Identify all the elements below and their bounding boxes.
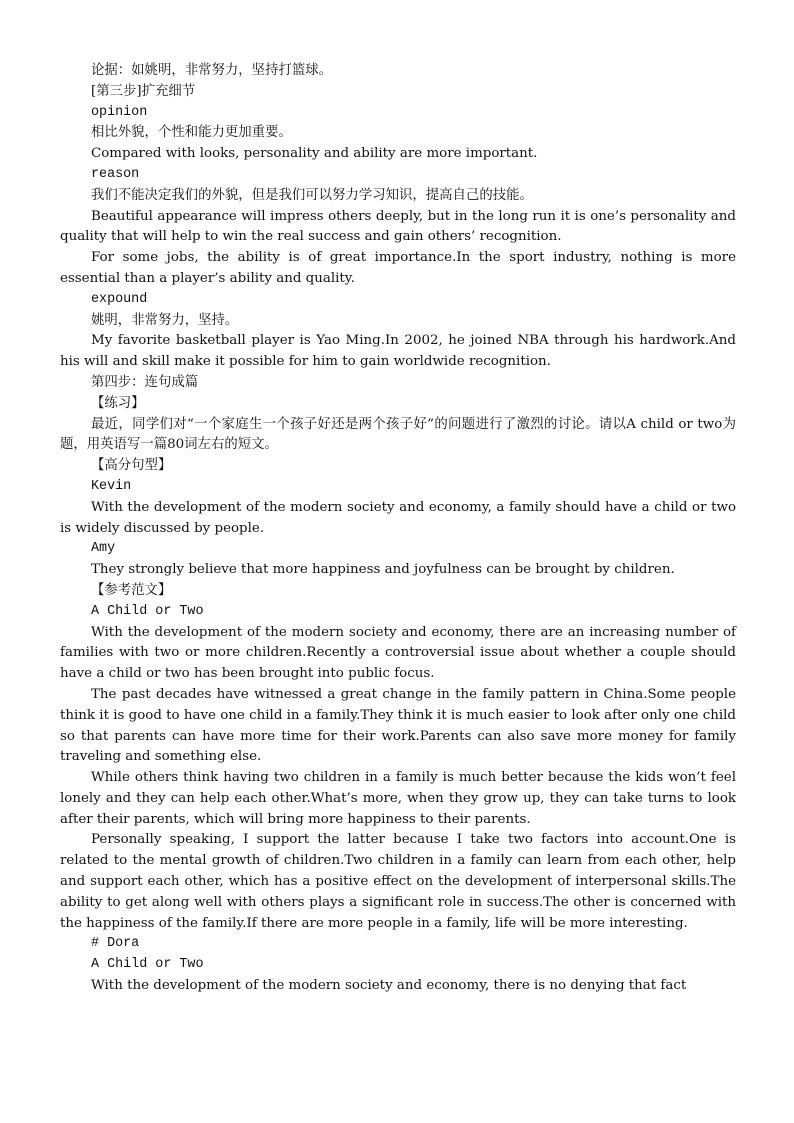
expound-chinese: 姚明，非常努力，坚持。 [91, 312, 239, 328]
amy-sentence: They strongly believe that more happiness and joyfulness can be brought by children. [91, 562, 675, 578]
essay-paragraph-3: While others think having two children in a family is much better because the kids won’t feel lonely and they can help each other.What’s more, when they grow up, they can take turns to look after their parents, which will bring more happiness to their parents. [60, 770, 736, 827]
label-reason: reason [91, 166, 140, 182]
essay-title: A Child or Two [91, 603, 204, 619]
expound-english: My favorite basketball player is Yao Ming.In 2002, he joined NBA through his hardwork.And his will and skill make it possible for him to gain worldwide recognition. [60, 333, 736, 370]
essay-paragraph-1: With the development of the modern society and economy, there are an increasing number of families with two or more children.Recently a controversial issue about whether a couple should have a child or two has been brought into public focus. [60, 624, 736, 682]
essay2-paragraph-1: With the development of the modern society and economy, there is no denying that fact [91, 978, 687, 994]
opinion-english: Compared with looks, personality and ability are more important. [91, 146, 538, 162]
essay-paragraph-2: The past decades have witnessed a great change in the family pattern in China.Some people think it is good to have one child in a family.They think it is much easier to look after only one child so that parents can have more time for their work.Parents can also save more money for family traveling and something else. [60, 686, 736, 765]
opinion-chinese: 相比外貌，个性和能力更加重要。 [91, 125, 292, 141]
document-page [60, 61, 736, 997]
essay-paragraph-4: Personally speaking, I support the latter because I take two factors into account.One is related to the mental growth of children.Two children in a family can learn from each other, help and support each other, which has a positive effect on the development of interpersonal skills.The ability to get along well with others plays a significant role in success.The other is concerned with the happiness of the family.If there are more people in a family, life will be more interesting. [60, 832, 736, 931]
reason-english-1: Beautiful appearance will impress others deeply, but in the long run it is one’s personality and quality that will help to win the real success and gain others’ recognition. [60, 208, 736, 245]
step-four-heading: 第四步：连句成篇 [91, 374, 199, 390]
model-essay-heading: 【参考范文】 [91, 582, 172, 598]
name-kevin: Kevin [91, 478, 132, 494]
name-amy: Amy [91, 541, 116, 557]
argument-line: 论据：如姚明，非常努力，坚持打篮球。 [91, 63, 333, 78]
step-three-heading: [第三步]扩充细节 [91, 83, 196, 99]
essay-title-2: A Child or Two [91, 957, 204, 973]
reason-chinese: 我们不能决定我们的外貌，但是我们可以努力学习知识，提高自己的技能。 [91, 187, 533, 203]
practice-heading: 【练习】 [91, 395, 145, 411]
kevin-sentence: With the development of the modern society and economy, a family should have a child or two is widely discussed by people. [60, 499, 736, 536]
practice-prompt: 最近，同学们对“一个家庭生一个孩子好还是两个孩子好”的问题进行了激烈的讨论。请以A child or two为题，用英语写一篇80词左右的短文。 [60, 416, 736, 453]
name-dora: # Dora [91, 936, 140, 952]
label-expound: expound [91, 291, 148, 307]
high-score-heading: 【高分句型】 [91, 458, 172, 474]
reason-english-2: For some jobs, the ability is of great importance.In the sport industry, nothing is more essential than a player’s ability and quality. [60, 250, 736, 286]
label-opinion: opinion [91, 104, 148, 120]
